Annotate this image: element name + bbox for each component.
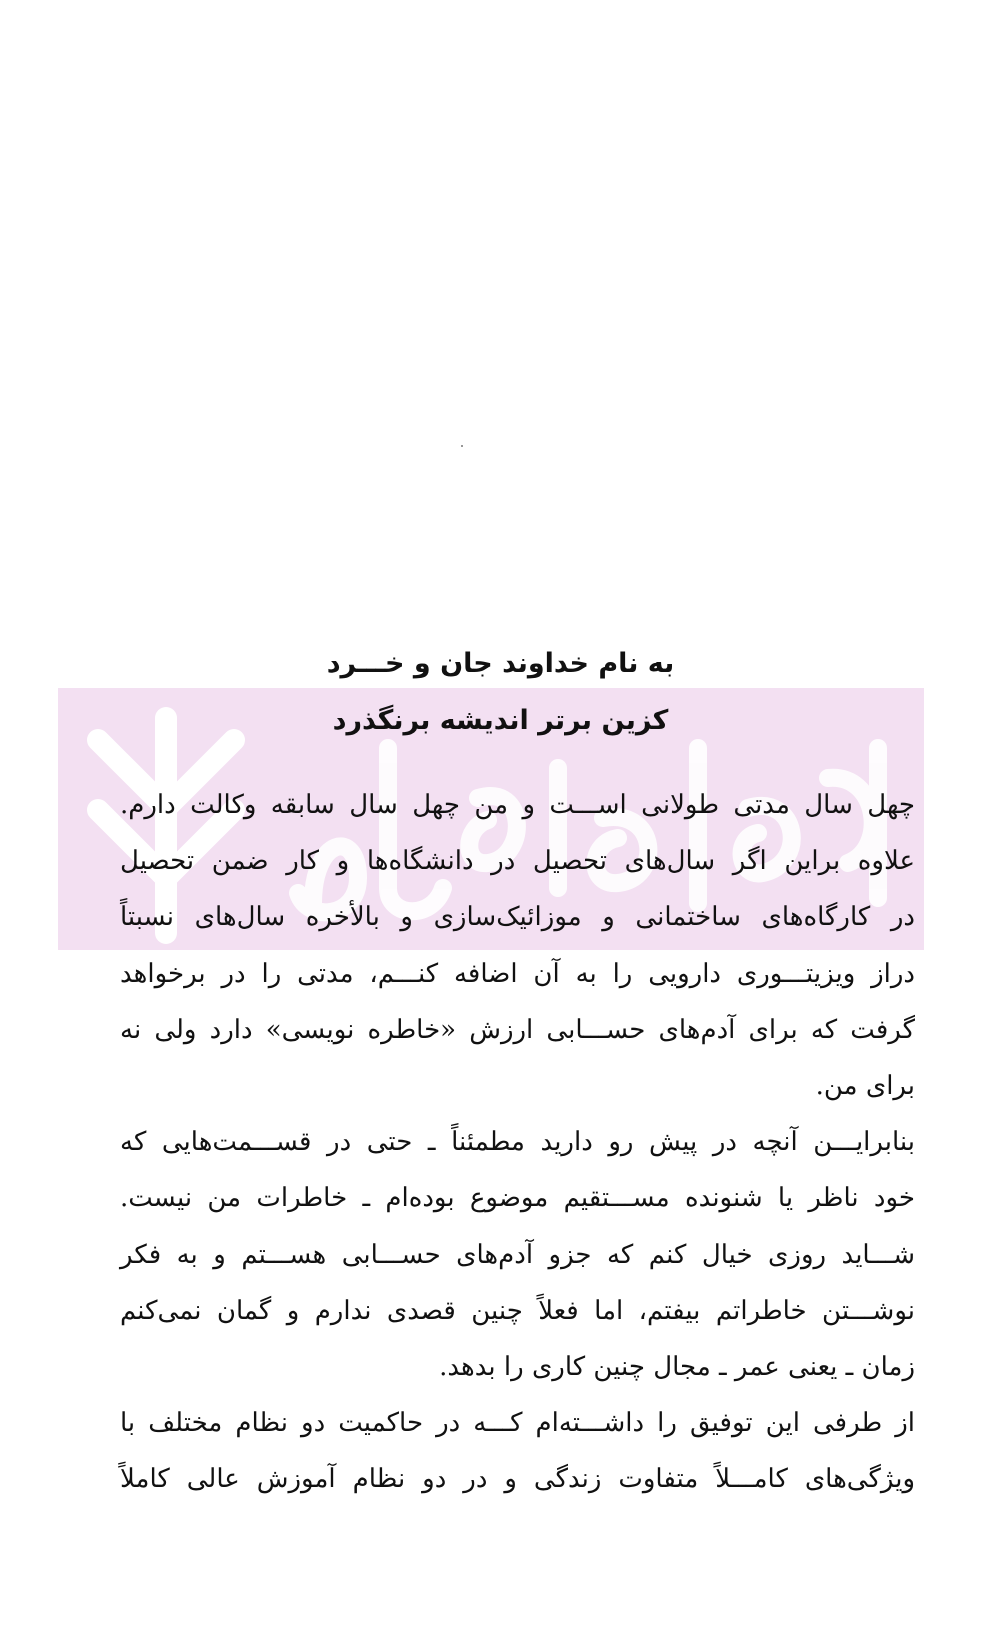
body-text [120,777,915,1507]
body-line: از طرفی این توفیق را داشـــته‌ام کـــه در حاکمیت دو نظام مختلف با [120,1408,915,1439]
body-line: گرفت که برای آدم‌های حســـابی ارزش «خاطره نویسی» دارد ولی نه [120,1014,915,1045]
body-line: بنابرایـــن آنچه در پیش رو دارید مطمئناً ـ حتی در قســـمت‌هایی که [120,1127,915,1158]
body-line: چهل سال مدتی طولانی اســـت و من چهل سال سابقه وکالت دارم. [120,790,915,820]
poem-line-1: به نام خداوند جان و خـــرد [326,648,675,679]
body-line: خود ناظر یا شنونده مســـتقیم موضوع بوده‌ام ـ خاطرات من نیست. [120,1183,915,1214]
poem-line-2: کزین برتر اندیشه برنگذرد [332,705,669,736]
body-line: ویژگی‌های کامـــلاً متفاوت زندگی و در دو نظام آموزش عالی کاملاً [120,1464,915,1495]
body-line: شـــاید روزی خیال کنم که جزو آدم‌های حســـابی هســـتم و به فکر [120,1239,915,1270]
body-line: برای من. [815,1070,915,1101]
body-line: علاوه براین اگر سال‌های تحصیل در دانشگاه‌ها و کار ضمن تحصیل [120,846,915,877]
body-line: دراز ویزیتـــوری دارویی را به آن اضافه کنـــم، مدتی را در برخواهد [120,958,915,989]
body-line: در کارگاه‌های ساختمانی و موزائیک‌سازی و بالأخره سال‌های نسبتاً [120,902,915,933]
body-line: زمان ـ یعنی عمر ـ مجال چنین کاری را بدهد. [439,1351,915,1382]
body-line: نوشـــتن خاطراتم بیفتم، اما فعلاً چنین قصدی ندارم و گمان نمی‌کنم [120,1295,915,1326]
stray-dot [461,445,463,447]
